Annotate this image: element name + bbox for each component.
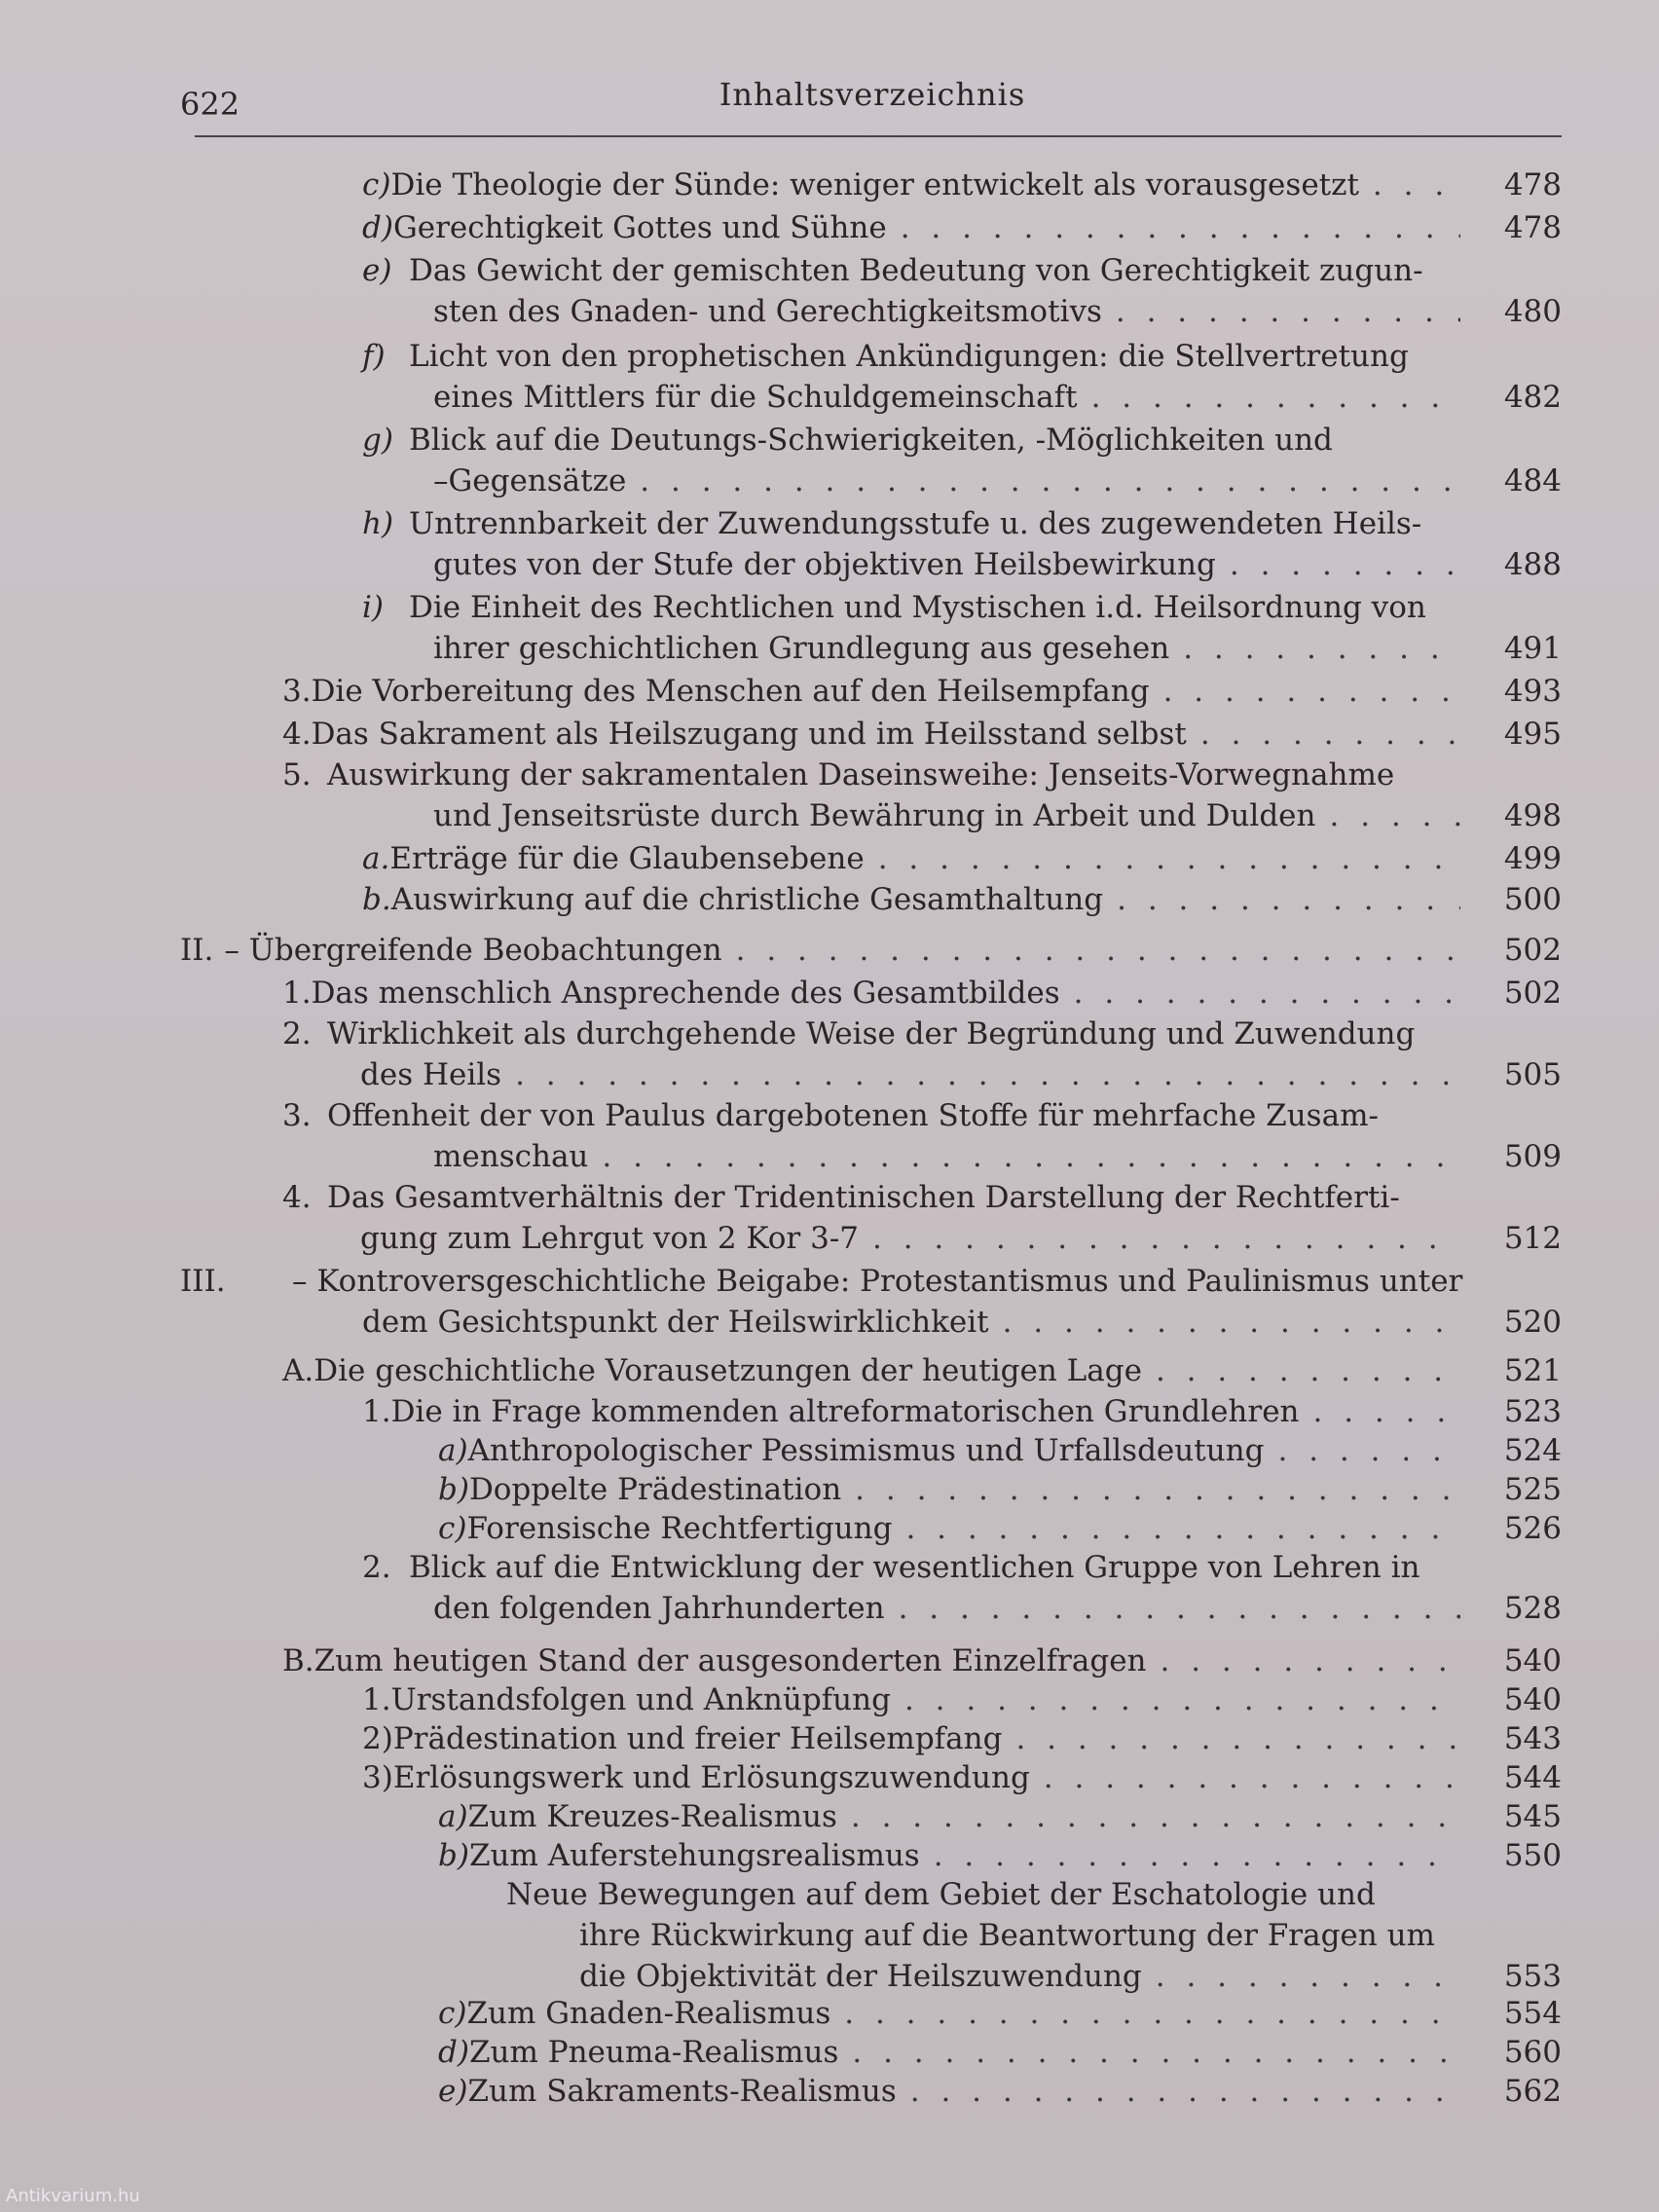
toc-page-number: 523 [1503,1394,1562,1429]
toc-page-number: 491 [1503,631,1562,666]
toc-entry-line [433,378,1470,417]
toc-entry[interactable] [0,1719,1659,1756]
toc-entry-line [282,974,1470,1013]
toc-entry-text: menschau [433,1139,589,1174]
toc-entry-text: Zum Kreuzes-Realismus [467,1799,837,1834]
toc-entry-text: die Objektivität der Heilszuwendung [579,1959,1142,1994]
toc-entry-label: 1. [362,1682,391,1717]
toc-entry-line [433,545,1470,584]
toc-entry-label: B. [282,1643,314,1678]
toc-entry-text: Zum heutigen Stand der ausgesonderten Einzelfragen [313,1643,1147,1678]
dot-leader [1156,1957,1460,1996]
dot-leader [1015,1719,1460,1758]
toc-entry-label: II. [180,933,214,968]
toc-entry-line [362,251,1470,290]
toc-entry-line [438,1470,1470,1509]
toc-page-number: 499 [1503,841,1562,876]
toc-entry-text: Die Theologie der Sünde: weniger entwickelt als vorausgesetzt [390,167,1359,203]
toc-entry-label: 2. [282,1016,312,1051]
watermark: Antikvarium.hu [6,2186,140,2206]
toc-page-number: 528 [1503,1591,1562,1626]
toc-entry-line [282,756,1470,794]
toc-page-number: 540 [1503,1643,1562,1678]
toc-page-number: 544 [1503,1760,1562,1795]
toc-entry-text: Zum Auferstehungsrealismus [468,1838,920,1873]
toc-entry-label: e) [438,2074,468,2109]
toc-entry-label: a. [362,841,390,876]
toc-entry-text: den folgenden Jahrhunderten [433,1591,885,1626]
toc-page-number: 478 [1503,210,1562,245]
toc-entry[interactable] [0,1096,1659,1174]
toc-entry[interactable] [0,974,1659,1011]
toc-entry-line [282,715,1470,754]
toc-entry-line [362,880,1470,919]
toc-entry-text: Auswirkung der sakramentalen Daseinsweihe: Jenseits-Vorwegnahme [327,757,1395,793]
dot-leader [851,1797,1460,1836]
toc-entry[interactable] [0,672,1659,709]
toc-entry[interactable] [0,421,1659,498]
toc-entry-line [438,1994,1470,2033]
toc-entry[interactable] [0,715,1659,752]
toc-entry-line [433,1137,1470,1176]
toc-entry-line [433,1589,1470,1628]
toc-entry-text: sten des Gnaden- und Gerechtigkeitsmotivs [433,294,1102,329]
toc-entry-label: III. [180,1264,226,1299]
toc-entry-line [362,1303,1470,1342]
dot-leader [852,2033,1460,2072]
toc-entry-text: Forensische Rechtfertigung [466,1511,893,1546]
toc-entry-line [282,1096,1470,1135]
toc-page-number: 543 [1503,1721,1562,1756]
toc-entry-text: Wirklichkeit als durchgehende Weise der Begründung und Zuwendung [327,1016,1416,1051]
toc-entry-label: i) [362,590,385,625]
dot-leader [1313,1392,1460,1431]
toc-entry-line [362,166,1470,204]
toc-entry-text: Das menschlich Ansprechende des Gesamtbildes [311,976,1060,1011]
toc-entry-line [360,1055,1470,1094]
dot-leader [1044,1758,1460,1797]
toc-entry[interactable] [0,1392,1659,1429]
toc-entry[interactable] [0,1836,1659,1873]
toc-entry-text: – Übergreifende Beobachtungen [224,933,722,968]
toc-page-number: 505 [1503,1057,1562,1092]
toc-entry-text: Erträge für die Glaubensebene [389,841,865,876]
toc-entry-label: 2) [362,1721,393,1756]
toc-entry-line [362,1548,1470,1587]
toc-entry-line [360,1219,1470,1258]
toc-entry-line [433,629,1470,668]
dot-leader [872,1219,1460,1258]
toc-page-number: 524 [1503,1433,1562,1468]
dot-leader [515,1055,1460,1094]
toc-entry[interactable] [0,251,1659,329]
toc-entry-label: 1. [282,976,312,1011]
toc-entry-text: Gerechtigkeit Gottes und Sühne [392,210,887,245]
toc-entry[interactable] [0,1758,1659,1795]
dot-leader [1163,672,1460,711]
toc-entry-text: Das Sakrament als Heilszugang und im Heilsstand selbst [311,717,1187,752]
toc-entry-label: 2. [362,1550,391,1585]
dot-leader [844,1994,1460,2033]
dot-leader [1200,715,1460,754]
toc-entry-line [433,461,1470,500]
toc-entry-text: Untrennbarkeit der Zuwendungsstufe u. des zugewendeten Heils- [409,506,1422,541]
toc-page-number: 502 [1503,976,1562,1011]
toc-entry-line [438,2072,1470,2111]
toc-entry-line [438,1797,1470,1836]
toc-entry[interactable] [0,2033,1659,2070]
toc-entry-text: und Jenseitsrüste durch Bewährung in Arbeit und Dulden [433,798,1316,833]
toc-entry-text: Zum Gnaden-Realismus [466,1996,831,2031]
toc-page-number: 509 [1503,1139,1562,1174]
toc-page-number: 478 [1503,167,1562,203]
toc-entry-text: Erlösungswerk und Erlösungszuwendung [392,1760,1030,1795]
toc-entry[interactable] [0,1641,1659,1678]
toc-entry-line [506,1875,1470,1914]
toc-entry[interactable] [0,1548,1659,1626]
toc-entry[interactable] [0,880,1659,917]
dot-leader [1003,1303,1460,1342]
toc-page-number: 554 [1503,1996,1562,2031]
dot-leader [1091,378,1460,417]
toc-entry-text: Offenheit der von Paulus dargebotenen Stoffe für mehrfache Zusam- [327,1098,1379,1133]
toc-entry-line [180,1262,1470,1301]
toc-entry[interactable] [0,2072,1659,2109]
toc-entry-line [282,672,1470,711]
toc-entry[interactable] [0,504,1659,582]
toc-page-number: 512 [1503,1221,1562,1256]
toc-page-number: 550 [1503,1838,1562,1873]
toc-entry-label: a) [438,1799,468,1834]
toc-page-number: 500 [1503,882,1562,917]
dot-leader [904,1680,1460,1719]
toc-page-number: 502 [1503,933,1562,968]
toc-entry-label: d) [438,2035,469,2070]
toc-entry-line [438,1431,1470,1470]
toc-entry-text: des Heils [360,1057,502,1092]
toc-entry-line [282,1014,1470,1053]
toc-page-number: 482 [1503,380,1562,415]
toc-entry-text: –Gegensätze [433,463,627,498]
toc-entry-label: 3. [282,1098,312,1133]
toc-entry-line [282,1351,1470,1390]
toc-entry[interactable] [0,1014,1659,1092]
toc-entry-text: Das Gesamtverhältnis der Tridentinischen Darstellung der Rechtferti- [327,1180,1400,1215]
toc-page-number: 484 [1503,463,1562,498]
toc-entry-text: Urstandsfolgen und Anknüpfung [390,1682,891,1717]
toc-page-number: 525 [1503,1472,1562,1507]
dot-leader [1074,974,1460,1013]
toc-entry-label: b) [438,1472,469,1507]
dot-leader [934,1836,1460,1875]
toc-entry-text: Anthropologischer Pessimismus und Urfallsdeutung [467,1433,1265,1468]
toc-entry-text: gutes von der Stufe der objektiven Heilsbewirkung [433,547,1216,582]
toc-entry-line [362,588,1470,627]
toc-entry[interactable] [0,1431,1659,1468]
toc-entry[interactable] [0,1994,1659,2031]
toc-entry-line [282,1641,1470,1680]
toc-entry-line [579,1957,1470,1996]
dot-leader [1373,166,1460,204]
dot-leader [1183,629,1460,668]
toc-entry[interactable] [0,208,1659,245]
toc-entry-line [362,337,1470,376]
toc-entry-text: Auswirkung auf die christliche Gesamthaltung [390,882,1104,917]
toc-entry-label: c) [362,167,391,203]
toc-entry-label: A. [282,1353,314,1388]
toc-entry-text: – Kontroversgeschichtliche Beigabe: Protestantismus und Paulinismus unter [292,1264,1463,1299]
toc-entry-line [362,208,1470,247]
toc-entry-label: g) [362,423,393,458]
toc-entry[interactable] [0,1262,1659,1340]
toc-entry-label: b. [362,882,391,917]
toc-entry-text: Licht von den prophetischen Ankündigungen: die Stellvertretung [409,339,1409,374]
toc-entry-line [579,1916,1470,1955]
dot-leader [602,1137,1460,1176]
toc-page-number: 480 [1503,294,1562,329]
toc-entry-line [438,1509,1470,1548]
toc-entry-label: c) [438,1996,467,2031]
toc-entry-label: c) [438,1511,467,1546]
header-rule [195,135,1562,137]
toc-entry-line [362,839,1470,878]
toc-entry-label: f) [362,339,386,374]
toc-entry-line [438,1836,1470,1875]
toc-entry-text: dem Gesichtspunkt der Heilswirklichkeit [362,1305,989,1340]
dot-leader [878,839,1460,878]
toc-entry-label: h) [362,506,394,541]
toc-entry[interactable] [0,1470,1659,1507]
toc-page-number: 526 [1503,1511,1562,1546]
toc-entry-label: d) [362,210,393,245]
toc-entry-line [362,1392,1470,1431]
toc-entry-text: ihre Rückwirkung auf die Beantwortung der Fragen um [579,1918,1435,1953]
toc-entry-text: Die Einheit des Rechtlichen und Mystischen i.d. Heilsordnung von [409,590,1426,625]
dot-leader [910,2072,1460,2111]
toc-entry-text: eines Mittlers für die Schuldgemeinschaft [433,380,1078,415]
toc-entry-label: 3. [282,674,312,709]
toc-entry-label: 3) [362,1760,393,1795]
dot-leader [1230,545,1460,584]
toc-page-number: 520 [1503,1305,1562,1340]
toc-entry-text: Blick auf die Entwicklung der wesentlichen Gruppe von Lehren in [409,1550,1420,1585]
toc-entry-text: Zum Sakraments-Realismus [467,2074,897,2109]
toc-page-number: 521 [1503,1353,1562,1388]
toc-entry-line [433,796,1470,835]
toc-entry-line [362,1719,1470,1758]
toc-entry-label: 4. [282,717,312,752]
toc-entry-label: 5. [282,757,312,793]
toc-entry-text: Die geschichtliche Vorausetzungen der heutigen Lage [313,1353,1142,1388]
toc-entry-line [433,292,1470,331]
toc-entry-label: a) [438,1433,468,1468]
dot-leader [1117,880,1460,919]
toc-entry[interactable] [0,588,1659,666]
dot-leader [1330,796,1461,835]
dot-leader [736,931,1460,970]
dot-leader [899,1589,1460,1628]
toc-entry-label: 4. [282,1180,312,1215]
dot-leader [905,1509,1460,1548]
toc-entry-text: Neue Bewegungen auf dem Gebiet der Eschatologie und [506,1877,1376,1912]
dot-leader [640,461,1460,500]
running-title: Inhaltsverzeichnis [719,76,1026,113]
dot-leader [855,1470,1460,1509]
toc-entry[interactable] [0,1178,1659,1256]
toc-entry-text: gung zum Lehrgut von 2 Kor 3-7 [360,1221,860,1256]
toc-entry-label: b) [438,1838,469,1873]
dot-leader [1161,1641,1460,1680]
dot-leader [1116,292,1460,331]
toc-entry-text: Prädestination und freier Heilsempfang [392,1721,1003,1756]
toc-entry-text: ihrer geschichtlichen Grundlegung aus gesehen [433,631,1170,666]
toc-entry[interactable] [0,1509,1659,1546]
toc-entry-text: Zum Pneuma-Realismus [468,2035,839,2070]
toc-page-number: 540 [1503,1682,1562,1717]
toc-page-number: 560 [1503,2035,1562,2070]
toc-entry[interactable] [0,337,1659,415]
toc-entry-label: 1. [362,1394,391,1429]
dot-leader [1156,1351,1460,1390]
toc-entry-text: Doppelte Prädestination [468,1472,842,1507]
toc-entry-line [282,1178,1470,1217]
toc-page-number: 498 [1503,798,1562,833]
toc-page-number: 562 [1503,2074,1562,2109]
toc-entry-line [438,2033,1470,2072]
toc-page-number: 488 [1503,547,1562,582]
toc-entry[interactable] [0,1351,1659,1388]
toc-entry-label: e) [362,253,392,288]
toc-entry[interactable] [0,931,1659,968]
page-number: 622 [180,86,240,123]
toc-page-number: 553 [1503,1959,1562,1994]
toc-entry-line [362,421,1470,460]
dot-leader [1277,1431,1460,1470]
toc-entry-line [362,504,1470,543]
toc-page-number: 495 [1503,717,1562,752]
toc-entry[interactable] [0,1680,1659,1717]
toc-entry[interactable] [0,839,1659,876]
toc-entry-text: Die Vorbereitung des Menschen auf den Heilsempfang [311,674,1150,709]
toc-entry-text: Die in Frage kommenden altreformatorischen Grundlehren [390,1394,1300,1429]
dot-leader [901,208,1460,247]
toc-entry-line [362,1758,1470,1797]
toc-entry-line [180,931,1470,970]
toc-entry-text: Das Gewicht der gemischten Bedeutung von Gerechtigkeit zugun- [409,253,1423,288]
toc-page-number: 493 [1503,674,1562,709]
page-header [180,76,1565,134]
toc-entry-line [362,1680,1470,1719]
toc-entry[interactable] [0,1797,1659,1834]
toc-entry[interactable] [0,1875,1659,1994]
toc-entry-text: Blick auf die Deutungs-Schwierigkeiten, -Möglichkeiten und [409,423,1333,458]
toc-page-number: 545 [1503,1799,1562,1834]
